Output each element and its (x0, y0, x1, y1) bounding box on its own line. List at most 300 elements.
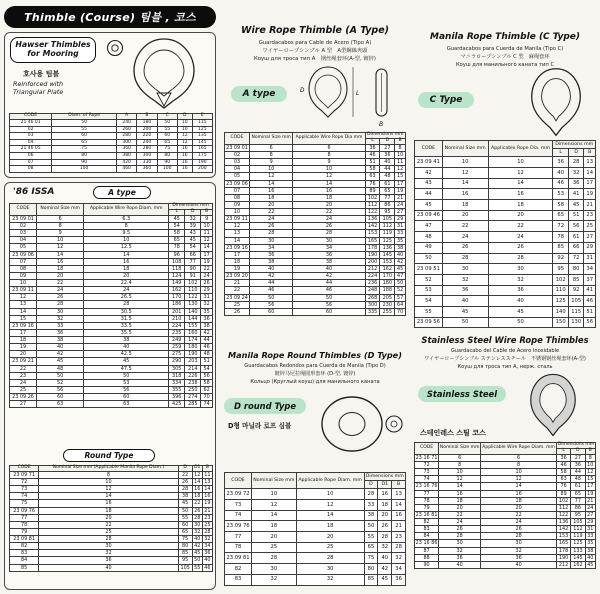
table-cell: 24 (442, 232, 488, 243)
column-header: B (585, 448, 595, 454)
table-cell: 40 (37, 344, 84, 351)
table-cell: 26 (439, 526, 481, 533)
table-cell: 14 (584, 168, 596, 179)
table-cell: 13 (204, 479, 211, 486)
table-cell: 86 (571, 504, 585, 511)
table-cell: 50 (84, 372, 169, 379)
column-header: B (202, 466, 212, 472)
table-cell: 53 (553, 189, 568, 200)
table-cell: 38 (37, 337, 84, 344)
table-cell: 12 (10, 294, 37, 301)
table-cell: 396 (169, 394, 185, 401)
table-cell: 85 (178, 550, 192, 557)
table-cell: 63 (37, 401, 84, 408)
table-cell: 46 (249, 287, 293, 294)
table-cell: 60 (37, 394, 84, 401)
table-cell: 48 (415, 232, 443, 243)
column-header: CODE (415, 443, 439, 455)
column-header: Applicable Wire Rope Diam. mm (481, 443, 557, 455)
table-cell: 26 (225, 308, 250, 315)
table-cell: 26 (201, 280, 213, 287)
table-cell: 73 (415, 469, 439, 476)
table-cell: 145 (571, 554, 585, 561)
table-cell: 26 (293, 223, 365, 230)
table-cell: 50 (395, 280, 406, 287)
table-cell: 260 (116, 126, 136, 133)
table-cell: 17 (585, 483, 595, 490)
column-header: CODE (10, 114, 52, 120)
table-cell: 32 (568, 168, 583, 179)
table-cell: 23 16 76 (415, 483, 438, 490)
table-row (10, 351, 213, 358)
table-cell: 42 (293, 273, 365, 280)
table-cell: 91 (185, 272, 201, 279)
table-row (10, 146, 213, 153)
table-cell: 06 (10, 153, 52, 160)
table-cell: 19 (395, 187, 406, 194)
table-cell: 16 (488, 189, 553, 200)
table-cell: 14 (481, 483, 557, 490)
table-cell: 86 (380, 201, 395, 208)
d-round-title: Manila Rope Round Thimbles (D Type) (228, 350, 402, 360)
table-cell: 14 (293, 180, 365, 187)
table-cell: 03 (10, 230, 37, 237)
table-cell: 48 (37, 365, 84, 372)
table-cell: 72 (10, 479, 39, 486)
table-cell: 425 (169, 401, 185, 408)
table-row (10, 159, 213, 166)
column-header: Nominal Size mm (Applicable Manila Rope Diam.) (39, 466, 178, 472)
table-row (225, 237, 406, 244)
table-cell: 250 (185, 386, 201, 393)
table-cell: 200 (365, 258, 380, 265)
table-cell: 14 (39, 493, 178, 500)
table-cell: 28 (488, 253, 553, 264)
table-cell: 21 (585, 497, 595, 504)
column-header: L (169, 209, 185, 215)
table-row (415, 561, 596, 568)
table-cell: 14 (439, 483, 481, 490)
table-cell: 24 (481, 519, 557, 526)
table-cell: 45 (488, 306, 553, 317)
table-cell: 28 (364, 489, 378, 500)
table-cell: 23 09 06 (226, 180, 248, 187)
column-header: Nominal Size mm (37, 204, 84, 216)
table-cell: 212 (365, 266, 380, 273)
table-cell: 14 (392, 500, 406, 511)
manila-c-jp: マニラロープシンブル C 型 麻绳套环 (460, 54, 550, 60)
table-cell: 50 (178, 507, 192, 514)
table-cell: 34 (392, 564, 406, 575)
table-cell: 22 (442, 221, 488, 232)
table-row (10, 528, 213, 535)
table-cell: 41 (584, 285, 596, 296)
table-cell: 12 (439, 476, 481, 483)
table-cell: 26 (37, 294, 84, 301)
column-header: L (553, 149, 568, 157)
table-cell: 46 (584, 296, 596, 307)
table-cell: 8 (37, 223, 84, 230)
table-cell: 22 (481, 511, 557, 518)
table-row (225, 542, 406, 553)
stainless-thimble-drawing-icon (520, 372, 586, 438)
table-cell: 65 (157, 139, 177, 146)
table-cell: 83 (415, 526, 439, 533)
table-cell: 112 (571, 526, 585, 533)
table-cell: 259 (169, 344, 185, 351)
table-cell: 18 (378, 500, 392, 511)
table-cell: 16 (177, 159, 192, 166)
table-cell: 72 (415, 462, 439, 469)
table-cell: 05 (225, 173, 250, 180)
table-cell: 186 (169, 301, 185, 308)
c-type-thimble-drawing-icon (520, 66, 592, 138)
table-cell: 19 (201, 258, 213, 265)
table-cell: 21 46 05 (10, 146, 52, 153)
table-cell: 23 09 21 (10, 358, 37, 365)
table-cell: 40 (488, 296, 553, 307)
table-row (415, 533, 596, 540)
table-cell: 27 (585, 511, 595, 518)
table-cell: 80 (568, 264, 583, 275)
table-cell: 35 (585, 540, 595, 547)
table-cell: 02 (225, 152, 250, 159)
hawser-size-table (9, 113, 213, 173)
table-row (225, 308, 406, 315)
table-cell: 23 09 81 (225, 553, 252, 564)
table-row (10, 486, 213, 493)
table-cell: 31.5 (84, 315, 169, 322)
table-cell: 32 (481, 547, 557, 554)
table-cell: 65 (553, 210, 568, 221)
table-cell: 60 (84, 394, 169, 401)
table-cell: 188 (380, 287, 395, 294)
table-cell: 38 (249, 258, 293, 265)
column-header: Nominal Size mm (252, 473, 297, 489)
table-cell: 38 (84, 337, 169, 344)
table-row (10, 265, 213, 272)
table-cell: 26 (481, 526, 557, 533)
table-cell: 70 (201, 394, 213, 401)
table-cell: 122 (556, 511, 570, 518)
table-cell: 24 (439, 519, 481, 526)
table-cell: 125 (571, 540, 585, 547)
table-cell: 11 (201, 230, 213, 237)
table-row (10, 301, 213, 308)
table-cell: 08 (10, 265, 37, 272)
table-cell: 38 (178, 493, 192, 500)
table-cell: 12 (585, 469, 595, 476)
table-cell: 38 (201, 322, 213, 329)
stainless-badge: Stainless Steel (418, 386, 506, 402)
table-cell: 28 (37, 301, 84, 308)
column-header: CODE (225, 473, 252, 489)
table-cell: 22 (293, 209, 365, 216)
table-cell: 15 (10, 315, 37, 322)
table-cell: 50 (442, 317, 488, 328)
table-row (415, 221, 596, 232)
table-cell: 14 (204, 486, 211, 493)
column-header: D (178, 466, 192, 472)
table-row (10, 386, 213, 393)
table-cell: 30 (488, 264, 553, 275)
table-cell: 14 (488, 178, 553, 189)
column-header: D (571, 448, 585, 454)
column-header: B (392, 481, 406, 489)
table-row (415, 454, 596, 461)
table-cell: 44 (571, 469, 585, 476)
table-cell: 18 (10, 337, 37, 344)
table-cell: 40 (553, 168, 568, 179)
table-cell: 07 (10, 258, 37, 265)
table-cell: 32 (392, 553, 406, 564)
table-cell: 34 (584, 264, 596, 275)
column-header: D (568, 149, 583, 157)
table-cell: 16 (39, 500, 178, 507)
page-title: Thimble (Course) 팀블 , 코스 (4, 6, 216, 28)
d-round-korean-label: D형 마닐라 로프 심블 (228, 422, 292, 430)
table-cell: 78 (415, 497, 439, 504)
table-cell: 30 (194, 521, 201, 528)
table-cell: 03 (225, 159, 250, 166)
table-cell: 08 (225, 194, 250, 201)
column-header: Applicable Rope Dia. mm (488, 141, 553, 157)
table-cell: 15 (395, 173, 406, 180)
table-cell: 240 (137, 139, 157, 146)
table-cell: 32 (378, 542, 392, 553)
table-cell: 102 (185, 280, 201, 287)
table-cell: 178 (556, 547, 570, 554)
table-cell: 180 (380, 280, 395, 287)
table-row (415, 264, 596, 275)
issa-a-type-table (9, 203, 213, 408)
table-cell: 23 09 76 (10, 507, 39, 514)
table-cell: 92 (568, 285, 583, 296)
table-cell: 18 (194, 493, 201, 500)
table-cell: 84 (415, 533, 439, 540)
table-cell: 61 (571, 483, 585, 490)
table-cell: 50 (249, 294, 293, 301)
table-cell: 77 (380, 194, 395, 201)
table-row (10, 493, 213, 500)
table-row (415, 490, 596, 497)
table-cell: 51 (584, 306, 596, 317)
table-cell: 12 (177, 133, 192, 140)
table-cell: 25 (10, 386, 37, 393)
table-cell: 290 (169, 358, 185, 365)
stainless-title: Stainless Steel Wire Rope Thimbles (421, 335, 589, 345)
table-cell: 85 (10, 564, 39, 571)
table-cell: 28 (39, 536, 178, 543)
table-cell: 23 09 26 (10, 394, 37, 401)
table-cell: 85 (553, 242, 568, 253)
table-cell: 42 (194, 543, 201, 550)
table-cell: 32 (201, 301, 213, 308)
table-row (415, 547, 596, 554)
table-cell: 248 (365, 287, 380, 294)
table-cell: 201 (169, 308, 185, 315)
table-row (225, 510, 406, 521)
table-cell: 76 (556, 483, 570, 490)
table-cell: 40 (378, 553, 392, 564)
table-cell: 28 (481, 533, 557, 540)
table-cell: 23 09 71 (10, 471, 39, 478)
table-cell: 23 09 01 (226, 144, 248, 151)
table-cell: 40 (481, 561, 557, 568)
table-cell: 16 (194, 486, 201, 493)
table-row (415, 242, 596, 253)
table-cell: 77 (225, 532, 252, 543)
table-row (225, 301, 406, 308)
column-header: Applicable Rope Diam. mm (296, 473, 364, 489)
table-cell: 8 (84, 223, 169, 230)
table-cell: 55 (52, 126, 117, 133)
table-cell: 30 (481, 540, 557, 547)
table-cell: 10 (37, 237, 84, 244)
table-cell: 96 (169, 251, 185, 258)
table-cell: 240 (116, 119, 136, 126)
table-cell: 84 (10, 557, 39, 564)
table-cell: 36 (365, 144, 380, 151)
table-cell: 22.4 (84, 280, 169, 287)
table-cell: 162 (169, 287, 185, 294)
table-cell: 28 (249, 230, 293, 237)
table-cell: 16 (37, 258, 84, 265)
table-cell: 52 (415, 274, 443, 285)
table-cell: 12 (249, 173, 293, 180)
table-row (415, 253, 596, 264)
table-cell: 32 (39, 550, 178, 557)
table-cell: 145 (380, 251, 395, 258)
table-cell: 18 (225, 258, 250, 265)
table-cell: 20 (378, 510, 392, 521)
table-cell: 10 (39, 479, 178, 486)
table-cell: 28 (296, 553, 364, 564)
table-cell: 43 (185, 230, 201, 237)
table-cell: 36 (392, 574, 406, 585)
table-cell: 130 (568, 317, 583, 328)
table-cell: 10 (442, 157, 488, 168)
table-cell: 22 (439, 511, 481, 518)
table-cell: 73 (10, 486, 39, 493)
table-cell: 53 (84, 379, 169, 386)
table-cell: 21 46 01 (10, 119, 52, 126)
column-header: D1 (194, 465, 201, 470)
table-cell: 36 (571, 462, 585, 469)
table-cell: 80 (157, 153, 177, 160)
table-cell: 12 (194, 471, 201, 478)
table-cell: 12.5 (84, 244, 169, 251)
table-cell: 61 (380, 180, 395, 187)
table-cell: 80 (364, 564, 378, 575)
table-row (225, 553, 406, 564)
table-cell: 51 (568, 210, 583, 221)
table-cell: 45 (585, 561, 595, 568)
table-cell: 36 (488, 285, 553, 296)
table-cell: 360 (137, 166, 157, 173)
table-cell: 48 (201, 351, 213, 358)
table-cell: 60 (249, 308, 293, 315)
table-cell: 45 (178, 500, 192, 507)
table-cell: 16 (481, 490, 557, 497)
table-row (415, 274, 596, 285)
column-header: Nominal Size mm (249, 133, 293, 145)
table-cell: 19 (225, 266, 250, 273)
table-cell: 24 (395, 201, 406, 208)
table-cell: 38 (585, 547, 595, 554)
column-header: D (177, 114, 192, 120)
table-cell: 200 (192, 166, 212, 173)
table-cell: 82 (415, 519, 439, 526)
header-row (225, 133, 406, 139)
column-header: CODE (225, 133, 250, 145)
table-cell: 155 (185, 322, 201, 329)
table-cell: 28 (439, 533, 481, 540)
table-cell: 20 (296, 532, 364, 543)
table-cell: 05 (10, 244, 37, 251)
table-cell: 212 (556, 561, 570, 568)
table-cell: 335 (365, 308, 380, 315)
table-row (415, 497, 596, 504)
table-cell: 23 09 06 (10, 251, 37, 258)
table-cell: 76 (365, 180, 380, 187)
table-cell: 110 (185, 287, 201, 294)
table-cell: 77 (571, 497, 585, 504)
table-cell: 78 (553, 232, 568, 243)
table-cell: 07 (10, 159, 52, 166)
table-cell: 40 (194, 536, 201, 543)
column-header: C (157, 114, 177, 120)
table-cell: 26 (488, 242, 553, 253)
table-cell: 58 (169, 230, 185, 237)
table-cell: 31 (584, 253, 596, 264)
table-cell: 80 (52, 153, 117, 160)
table-cell: 55 (178, 514, 192, 521)
table-row (10, 315, 213, 322)
table-cell: 21 (395, 194, 406, 201)
table-row (415, 469, 596, 476)
table-cell: 36 (37, 329, 84, 336)
table-cell: 79 (10, 528, 39, 535)
table-cell: 8 (39, 471, 178, 478)
table-row (415, 296, 596, 307)
table-cell: 64 (395, 301, 406, 308)
table-cell: 6.3 (84, 215, 169, 222)
table-cell: 275 (169, 351, 185, 358)
table-row (10, 244, 213, 251)
table-cell: 58 (201, 379, 213, 386)
table-cell: 170 (169, 294, 185, 301)
table-cell: 54 (415, 296, 443, 307)
table-row (10, 365, 213, 372)
stainless-korean-label: 스테인레스 스틸 코스 (420, 429, 486, 437)
table-cell: 79 (415, 504, 439, 511)
table-cell: 42.5 (84, 351, 169, 358)
table-cell: 54 (185, 244, 201, 251)
table-cell: 65 (52, 139, 117, 146)
table-cell: 47 (395, 273, 406, 280)
round-thimble-drawing-icon (316, 392, 406, 456)
table-row (225, 223, 406, 230)
table-cell: 190 (192, 159, 212, 166)
table-row (225, 209, 406, 216)
table-cell: 28 (392, 542, 406, 553)
table-cell: 360 (116, 146, 136, 153)
table-cell: 04 (225, 166, 250, 173)
dim-label-l: L (356, 91, 360, 97)
table-cell: 28 (204, 528, 211, 535)
table-cell: 50 (37, 372, 84, 379)
